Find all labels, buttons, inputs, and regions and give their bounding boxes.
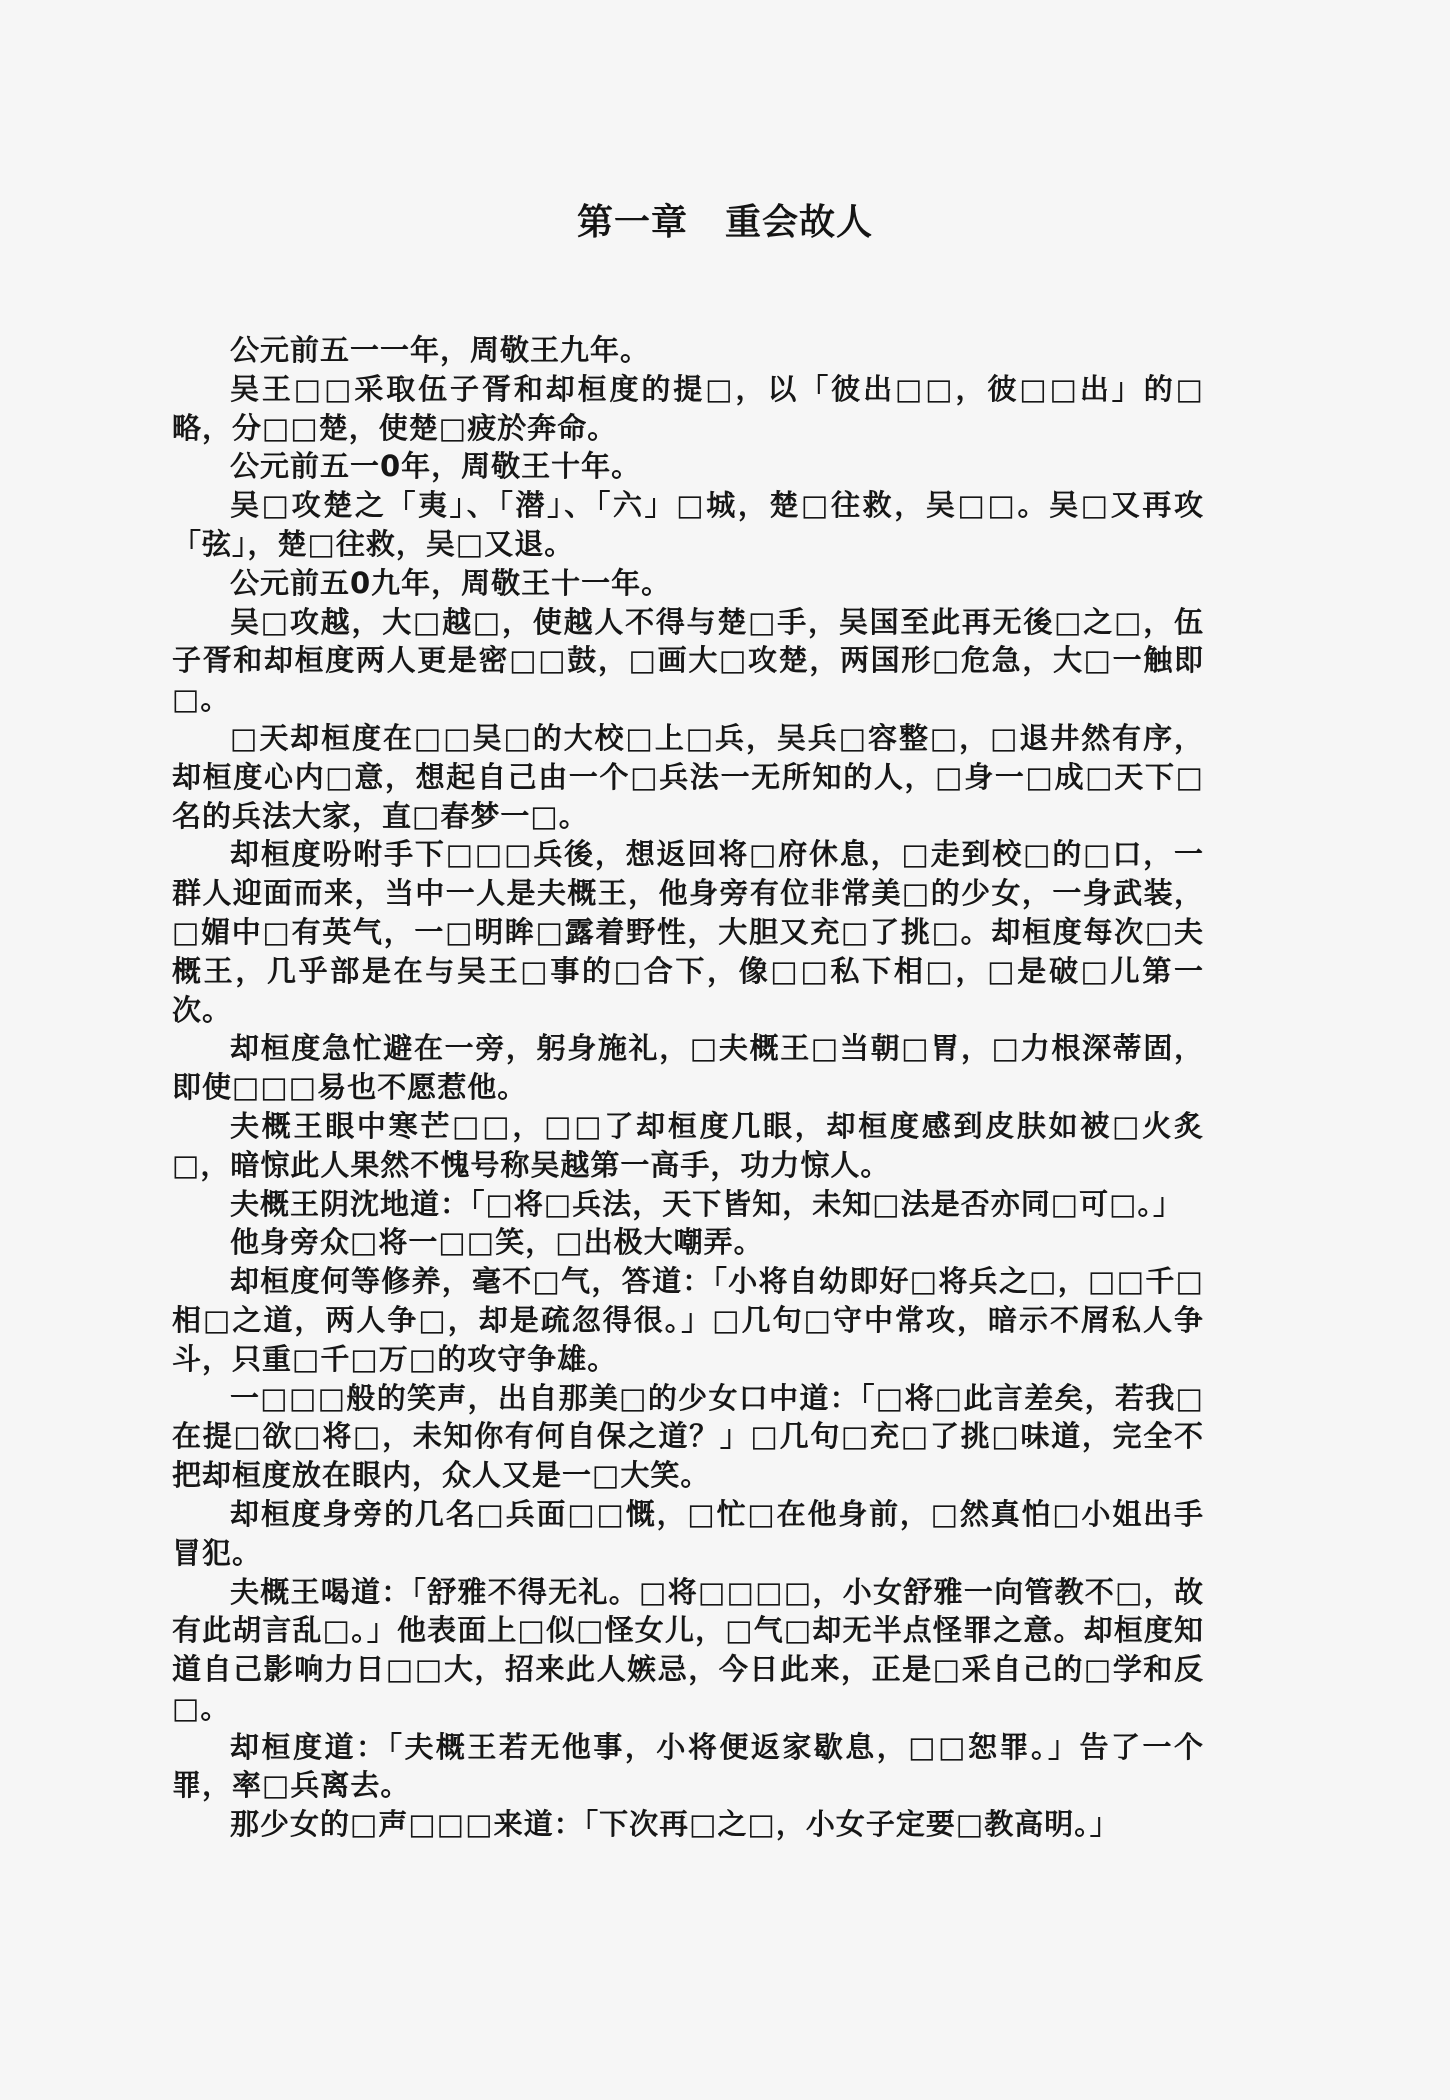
paragraph: 一□□□般的笑声，出自那美□的少女口中道：「□将□此言差矣，若我□在提□欲□将□，未知你有何自保之道？」□几句□充□了挑□味道，完全不把却桓度放在眼内，众人又是一□大笑。 (172, 1380, 1204, 1493)
paragraph: 夫概王阴沈地道：「□将□兵法，天下皆知，未知□法是否亦同□可□。」 (230, 1186, 1184, 1221)
paragraph: 却桓度何等修养，毫不□气，答道：「小将自幼即好□将兵之□，□□千□相□之道，两人争□，却是疏忽得很。」□几句□守中常攻，暗示不屑私人争斗，只重□千□万□的攻守争雄。 (172, 1264, 1204, 1376)
chapter-title: 第一章 重会故人 (576, 202, 873, 243)
paragraph: 却桓度吩咐手下□□□兵後，想返回将□府休息，□走到校□的□口，一群人迎面而来，当中一人是夫概王，他身旁有位非常美□的少女，一身武装，□媚中□有英气，一□明眸□露着野性，大胆又充□了挑□。却桓度每次□夫概王，几乎部是在与吴王□事的□合下，像□□私下相□，□是破□儿第一次。 (172, 837, 1204, 1027)
paragraph: 吴王□□采取伍子胥和却桓度的提□，以「彼出□□，彼□□出」的□略，分□□楚，使楚□疲於奔命。 (172, 371, 1204, 445)
paragraph: 公元前五一一年，周敬王九年。 (230, 333, 651, 367)
paragraph: 那少女的□声□□□来道：「下次再□之□，小女子定要□教高明。」 (230, 1807, 1120, 1842)
paragraph: 吴□攻越，大□越□，使越人不得与楚□手，吴国至此再无後□之□，伍子胥和却桓度两人更是密□□鼓，□画大□攻楚，两国形□危急，大□一触即□。 (172, 604, 1204, 717)
chapter-text (172, 331, 1204, 1844)
paragraph: 公元前五一0年，周敬王十年。 (230, 449, 642, 484)
paragraph: 他身旁众□将一□□笑，□出极大嘲弄。 (230, 1225, 764, 1260)
paragraph: 公元前五0九年，周敬王十一年。 (230, 565, 672, 600)
paragraph: 夫概王眼中寒芒□□，□□了却桓度几眼，却桓度感到皮肤如被□火炙□，暗惊此人果然不愧号称吴越第一高手，功力惊人。 (172, 1108, 1204, 1182)
paragraph: □天却桓度在□□吴□的大校□上□兵，吴兵□容整□，□退井然有序，却桓度心内□意，想起自己由一个□兵法一无所知的人，□身一□成□天下□名的兵法大家，直□春梦一□。 (172, 720, 1204, 833)
paragraph: 吴□攻楚之「夷」、「潜」、「六」□城，楚□往救，吴□□。吴□又再攻「弦」，楚□往救，吴□又退。 (172, 488, 1204, 561)
paragraph: 却桓度身旁的几名□兵面□□慨，□忙□在他身前，□然真怕□小姐出手冒犯。 (172, 1496, 1204, 1570)
paragraph: 却桓度急忙避在一旁，躬身施礼，□夫概王□当朝□胃，□力根深蒂固，即使□□□易也不愿惹他。 (172, 1031, 1204, 1105)
paragraph: 却桓度道：「夫概王若无他事，小将便返家歇息，□□恕罪。」告了一个罪，率□兵离去。 (172, 1729, 1204, 1803)
paragraph: 夫概王喝道：「舒雅不得无礼。□将□□□□，小女舒雅一向管教不□，故有此胡言乱□。」他表面上□似□怪女儿，□气□却无半点怪罪之意。却桓度知道自己影响力日□□大，招来此人嫉忌，今日此来，正是□采自己的□学和反□。 (172, 1574, 1204, 1725)
